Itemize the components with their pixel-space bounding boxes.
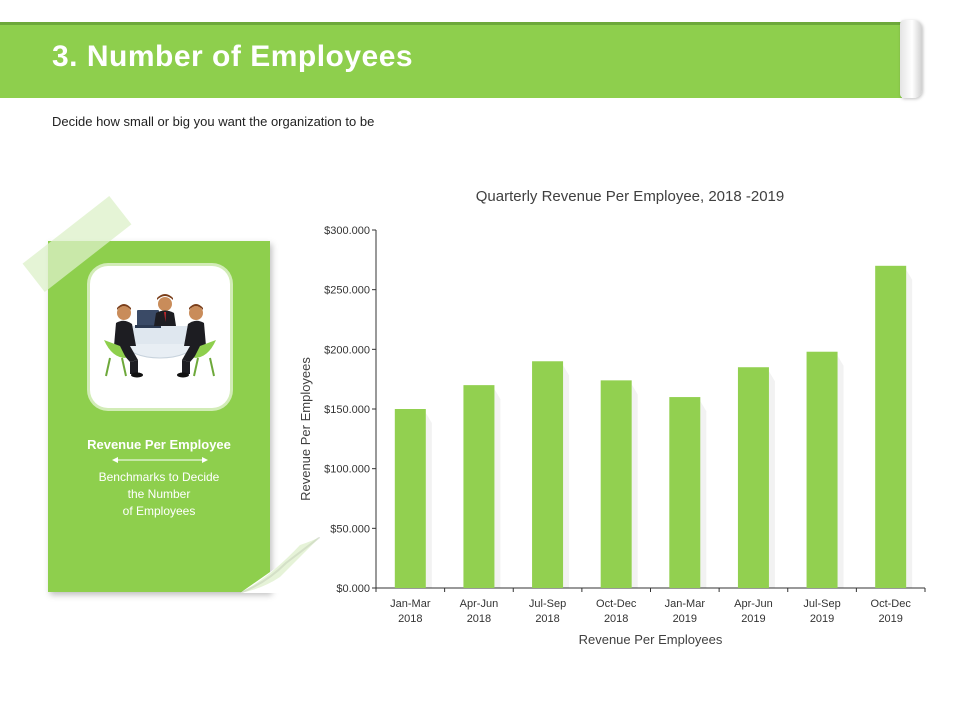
meeting-image-frame (90, 266, 230, 408)
chart-title: Quarterly Revenue Per Employee, 2018 -2019 (475, 188, 785, 205)
x-tick-label: 2018 (466, 613, 492, 625)
x-tick-label: Apr-Jun (734, 598, 773, 610)
bar-shadow (494, 389, 500, 588)
x-tick-label: 2019 (878, 613, 903, 625)
y-tick-label: $0.000 (336, 583, 370, 595)
x-tick-label: Jul-Sep (803, 598, 841, 610)
x-tick-label: Apr-Jun (459, 598, 499, 610)
y-tick-label: $50.000 (330, 523, 370, 536)
header-page-curl (900, 20, 922, 98)
bar-shadow (700, 401, 706, 588)
card-body-line: the Number (127, 487, 191, 501)
x-tick-label: 2019 (672, 613, 698, 625)
y-tick-label: $200.000 (324, 344, 370, 357)
card-body (48, 469, 270, 520)
bar (738, 367, 769, 588)
card-heading: Revenue Per Employee (87, 437, 231, 452)
bar-shadow (632, 384, 638, 588)
card-body-line: Benchmarks to Decide (98, 470, 220, 484)
bar-shadow (426, 413, 432, 588)
bar (875, 266, 906, 588)
bar-chart (290, 215, 940, 655)
x-tick-label: 2018 (603, 613, 629, 625)
info-card (48, 241, 270, 592)
y-tick-label: $150.000 (324, 404, 370, 416)
y-tick-label: $250.000 (324, 284, 370, 297)
card-body-line: of Employees (122, 504, 196, 518)
x-tick-label: Jan-Mar (390, 598, 431, 610)
bar (395, 409, 426, 588)
bar-shadow (563, 365, 569, 588)
bar (463, 385, 494, 588)
x-tick-label: Jan-Mar (664, 598, 705, 610)
double-arrow-icon (112, 457, 208, 463)
x-tick-label: Oct-Dec (596, 598, 637, 610)
bar-shadow (838, 356, 844, 588)
bar-shadow (906, 270, 912, 588)
page-title: 3. Number of Employees (52, 40, 414, 73)
business-meeting-icon (90, 266, 230, 408)
x-axis-label: Revenue Per Employees (578, 632, 723, 647)
bar (669, 397, 700, 588)
x-tick-label: 2019 (741, 613, 766, 625)
bar-shadow (769, 371, 775, 588)
y-axis-label: Revenue Per Employees (298, 357, 313, 501)
x-tick-label: Jul-Sep (528, 598, 567, 610)
bar (532, 361, 563, 588)
y-tick-label: $300.000 (324, 225, 370, 237)
bar (601, 380, 632, 588)
page-subtitle: Decide how small or big you want the organization to be (52, 114, 375, 129)
x-tick-label: Oct-Dec (870, 598, 911, 610)
bar (807, 352, 838, 588)
x-tick-label: 2018 (535, 613, 560, 625)
y-tick-label: $100.000 (324, 463, 370, 476)
x-tick-label: 2019 (809, 613, 835, 625)
x-tick-label: 2018 (398, 613, 423, 625)
